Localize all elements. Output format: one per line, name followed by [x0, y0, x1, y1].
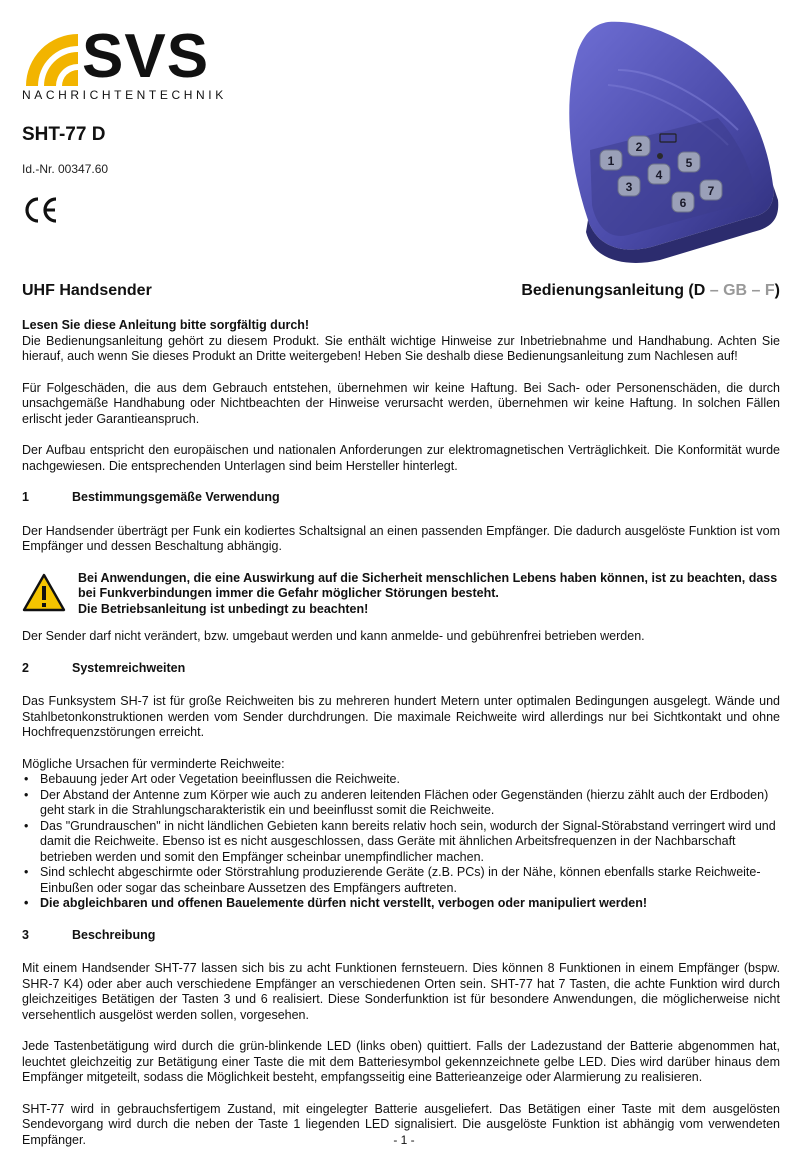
reach-causes-list [22, 772, 780, 912]
section-3-heading [22, 928, 780, 944]
device-key-3: 3 [625, 180, 633, 194]
warning-triangle-icon [22, 573, 66, 613]
warning-text [78, 571, 780, 618]
section-1-paragraph-2: Der Sender darf nicht verändert, bzw. umgebaut werden und kann anmelde- und gebührenfrei betrieben werden. [22, 629, 645, 643]
document-subject: UHF Handsender [22, 282, 152, 299]
section-3-number: 3 [22, 927, 29, 942]
list-item: • Sind schlecht abgeschirmte oder Störstrahlung produzierende Geräte (z.B. PCs) in der Nähe, können ebenfalls starke Reichweite-Einbußen oder sogar das scheinbare Aussetzen des Empfängers auftreten. [40, 865, 780, 896]
list-item: • Der Abstand der Antenne zum Körper wie auch zu anderen leitenden Flächen oder Gegenständen (hierzu zählt auch der Erdboden) geht stark in die Strahlungscharakteristik ein und beeinflusst somit die Reichweite. [40, 788, 780, 819]
intro-paragraph-3: Der Aufbau entspricht den europäischen und nationalen Anforderungen zur elektromagnetischen Verträglichkeit. Die Konformität wurde nachgewiesen. Die entsprechenden Unterlagen sind beim Hersteller hinterlegt. [22, 443, 780, 473]
section-3-paragraph-1: Mit einem Handsender SHT-77 lassen sich bis zu acht Funktionen fernsteuern. Dies können 8 Funktionen in einem Empfänger (bspw. SHR-7 K4) oder aber auch verschiedene Empfänger an verschiedenen Orten sein. SHT-77 hat 7 Tasten, die achte Funktion wird durch gleichzeitiges Betätigen der Tasten 3 und 6 realisiert. Diese Sonderfunktion ist für besondere Anwendungen, die möglicherweise nicht versehentlich ausgelöst werden sollen, vorgesehen. [22, 961, 780, 1022]
document-body [22, 318, 780, 1164]
section-1-heading [22, 490, 780, 506]
document-type-main: Bedienungsanleitung (D [521, 282, 706, 299]
device-key-7: 7 [707, 184, 715, 198]
list-item: • Das "Grundrauschen" in nicht ländlichen Gebieten kann bereits relativ hoch sein, wodurch der Signal-Störabstand verringert wird und damit die Reichweite. Ebenso ist es nicht ausgeschlossen, dass Geräte mit ähnlichen Arbeitsfrequenzen in der Nachbarschaft betrieben werden und somit den Empfänger scheinbar unempfindlicher machen. [40, 819, 780, 866]
section-3-paragraph-2: Jede Tastenbetätigung wird durch die grün-blinkende LED (links oben) quittiert. Falls der Ladezustand der Batterie abgenommen hat, leuchtet gleichzeitig zur Betätigung einer Taste die mit dem Batteriesymbol gekennzeichnete gelbe LED. Dies wird darüber hinaus dem Empfänger mitgeteilt, sodass die Möglichkeit besteht, empfangsseitig eine Batterieanzeige oder Alarmierung zu realisieren. [22, 1039, 780, 1084]
document-type-close: ) [774, 282, 780, 299]
section-2-paragraph-1: Das Funksystem SH-7 ist für große Reichweiten bis zu mehreren hundert Metern unter optimalen Bedingungen ausgelegt. Wände und Stahlbetonkonstruktionen werden vom Sender durchdrungen. Die maximale Reichweite wird allerdings nur bei Sichtkontakt und ohne Hochfrequenzstörungen erreicht. [22, 694, 780, 739]
list-item-bold: • Die abgleichbaren und offenen Bauelemente dürfen nicht verstellt, verbogen oder manipuliert werden! [40, 896, 780, 912]
brand-name: SVS [82, 22, 210, 91]
section-2-number: 2 [22, 660, 29, 675]
intro-text-1: Die Bedienungsanleitung gehört zu diesem Produkt. Sie enthält wichtige Hinweise zur Inbetriebnahme und Handhabung. Achten Sie hierauf, auch wenn Sie dieses Produkt an Dritte weitergeben! Heben Sie deshalb diese Bedienungsanleitung zum Nachlesen auf! [22, 333, 780, 363]
warning-box [22, 571, 780, 618]
section-2-title: Systemreichweiten [72, 660, 186, 675]
ce-mark-icon [22, 196, 62, 224]
section-1-title: Bestimmungsgemäße Verwendung [72, 490, 280, 504]
warning-text-2: Die Betriebsanleitung ist unbedingt zu beachten! [78, 601, 369, 616]
document-type [521, 282, 780, 300]
brand-subtitle: NACHRICHTENTECHNIK [22, 88, 227, 102]
list-item: • Bebauung jeder Art oder Vegetation beeinflussen die Reichweite. [40, 772, 780, 788]
product-model: SHT-77 D [22, 124, 106, 145]
section-2-heading [22, 661, 780, 677]
section-1-number: 1 [22, 490, 29, 504]
document-type-languages: – GB – F [705, 282, 775, 299]
page-number: - 1 - [393, 1133, 415, 1147]
section-1-paragraph-1: Der Handsender überträgt per Funk ein kodiertes Schaltsignal an einen passenden Empfänger. Die dadurch ausgelöste Funktion ist vom Empfänger und dessen Beschaltung abhängig. [22, 523, 780, 553]
device-key-6: 6 [679, 196, 687, 210]
section-2-list-intro: Mögliche Ursachen für verminderte Reichweite: [22, 756, 285, 771]
device-key-5: 5 [685, 156, 693, 170]
intro-heading: Lesen Sie diese Anleitung bitte sorgfältig durch! [22, 318, 310, 332]
device-key-1: 1 [607, 154, 615, 168]
warning-text-1: Bei Anwendungen, die eine Auswirkung auf die Sicherheit menschlichen Lebens haben können, ist zu beachten, dass bei Funkverbindungen immer die Gefahr möglicher Störungen besteht. [78, 570, 778, 600]
product-id-number: Id.-Nr. 00347.60 [22, 162, 109, 176]
intro-paragraph-2: Für Folgeschäden, die aus dem Gebrauch entstehen, übernehmen wir keine Haftung. Bei Sach- oder Personenschäden, die durch unsachgemäße Handhabung oder Nichtbeachten der Hinweise verursacht werden, übernehmen wir keine Haftung. In solchen Fällen erlischt jeder Garantieanspruch. [22, 380, 780, 426]
device-key-2: 2 [635, 140, 643, 154]
section-3-paragraph-3: SHT-77 wird in gebrauchsfertigem Zustand, mit eingelegter Batterie ausgeliefert. Das Betätigen einer Taste mit dem ausgelösten Sendevorgang wird durch die neben der Taste 1 liegenden LED signalisiert. Die ausgelöste Funktion ist abhängig vom verwendeten Empfänger. [22, 1101, 780, 1147]
intro-paragraph-1 [22, 318, 780, 365]
handheld-transmitter-image [548, 10, 788, 265]
section-3-title: Beschreibung [72, 927, 156, 942]
device-key-4: 4 [655, 168, 663, 182]
